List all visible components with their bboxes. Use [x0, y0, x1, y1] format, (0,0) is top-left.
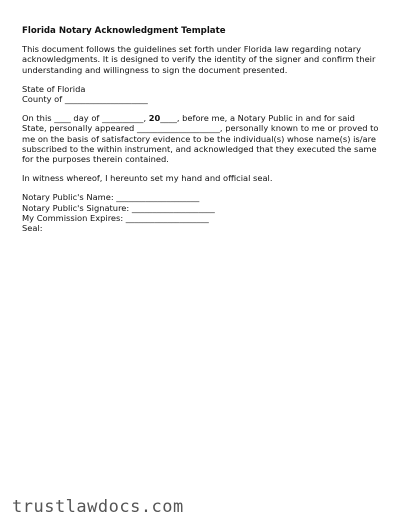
seal-field: Seal: [22, 223, 43, 234]
notary-name-field: Notary Public's Name: ____________________ [22, 192, 200, 203]
state-line: State of Florida [22, 83, 86, 94]
county-line: County of ____________________ [22, 94, 148, 105]
body-year: 20 [148, 113, 161, 124]
document-page [22, 26, 382, 233]
commission-expires-field: My Commission Expires: ____________________ [22, 212, 209, 223]
intro-paragraph: This document follows the guidelines set forth under Florida law regarding notary acknowledgments. It is designed to verify the identity of the signer and confirm their understanding and willingness to sign the document presented. [22, 44, 376, 75]
venue-block [22, 84, 382, 104]
document-title: Florida Notary Acknowledgment Template [22, 26, 226, 36]
notary-signature-field: Notary Public's Signature: ____________________ [22, 202, 215, 213]
body-part1: On this ____ day of __________, [22, 113, 149, 124]
body-part2: ____, before me, a Notary Public in and for said State, personally appeared ____________________, personally known to me or proved to me on the basis of satisfactory evidence to be the individual(s) whose name(s) is/are subscribed to the within instrument, and acknowledged that they executed the same for the purposes therein contained. [22, 113, 379, 165]
witness-line: In witness whereof, I hereunto set my hand and official seal. [22, 173, 273, 184]
acknowledgment-paragraph [22, 113, 382, 164]
signature-fields [22, 192, 382, 233]
brand-watermark: trustlawdocs.com [12, 497, 184, 517]
